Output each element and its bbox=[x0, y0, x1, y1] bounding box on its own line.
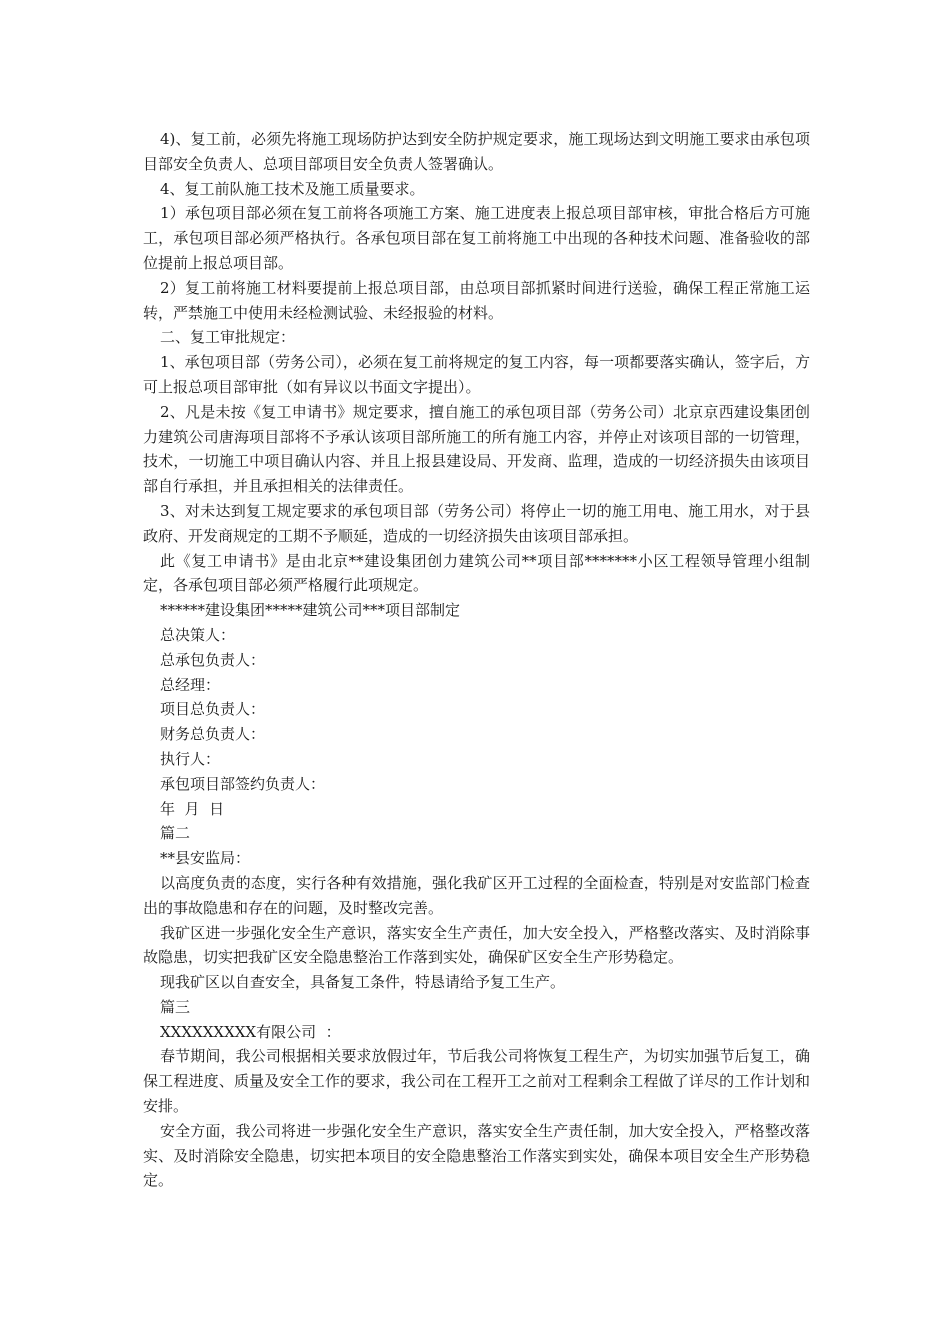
issuer-line: ******建设集团*****建筑公司***项目部制定 bbox=[160, 601, 461, 620]
signature-field: 总承包负责人： bbox=[160, 650, 266, 669]
signature-field: 总决策人： bbox=[160, 625, 236, 644]
paragraph: 3、对未达到复工规定要求的承包项目部（劳务公司）将停止一切的施工用电、施工用水，对于县政府、开发商规定的工期不予顺延，造成的一切经济损失由该项目部承担。 bbox=[143, 501, 810, 545]
paragraph: 安全方面，我公司将进一步强化安全生产意识，落实安全生产责任制，加大安全投入，严格整改落实、及时消除安全隐患，切实把本项目的安全隐患整治工作落实到实处，确保本项目安全生产形势稳定。 bbox=[143, 1121, 810, 1190]
paragraph: 现我矿区以自查安全，具备复工条件，特恳请给予复工生产。 bbox=[160, 973, 566, 992]
date-line: 年 月 日 bbox=[160, 799, 225, 818]
signature-field: 总经理： bbox=[160, 675, 221, 694]
signature-field: 承包项目部签约负责人： bbox=[160, 774, 326, 793]
paragraph: 1）承包项目部必须在复工前将各项施工方案、施工进度表上报总项目部审核，审批合格后方可施工，承包项目部必须严格执行。各承包项目部在复工前将施工中出现的各种技术问题、准备验收的部位提前上报总项目部。 bbox=[143, 204, 810, 272]
signature-field: 财务总负责人： bbox=[160, 725, 266, 744]
paragraph: 此《复工申请书》是由北京**建设集团创力建筑公司**项目部*******小区工程领导管理小组制定，各承包项目部必须严格履行此项规定。 bbox=[143, 551, 810, 595]
paragraph: 4、复工前队施工技术及施工质量要求。 bbox=[160, 179, 425, 198]
signature-field: 项目总负责人： bbox=[160, 700, 266, 719]
paragraph: 春节期间，我公司根据相关要求放假过年，节后我公司将恢复工程生产，为切实加强节后复工，确保工程进度、质量及安全工作的要求，我公司在工程开工之前对工程剩余工程做了详尽的工作计划和安排。 bbox=[143, 1047, 810, 1116]
paragraph: 以高度负责的态度，实行各种有效措施，强化我矿区开工过程的全面检查，特别是对安监部门检查出的事故隐患和存在的问题，及时整改完善。 bbox=[143, 873, 810, 917]
section-heading: 篇二 bbox=[160, 824, 191, 843]
section-heading: 篇三 bbox=[160, 997, 191, 1016]
document-body bbox=[143, 127, 810, 1193]
paragraph: 2、凡是未按《复工申请书》规定要求，擅自施工的承包项目部（劳务公司）北京京西建设集团创力建筑公司唐海项目部将不予承认该项目部所施工的所有施工内容，并停止对该项目部的一切管理，技术，一切施工中项目确认内容、并且上报县建设局、开发商、监理，造成的一切经济损失由该项目部自行承担，并且承担相关的法律责任。 bbox=[143, 402, 810, 496]
paragraph: 我矿区进一步强化安全生产意识，落实安全生产责任，加大安全投入，严格整改落实、及时消除事故隐患，切实把我矿区安全隐患整治工作落到实处，确保矿区安全生产形势稳定。 bbox=[143, 923, 810, 967]
paragraph: 2）复工前将施工材料要提前上报总项目部，由总项目部抓紧时间进行送验，确保工程正常施工运转，严禁施工中使用未经检测试验、未经报验的材料。 bbox=[143, 278, 810, 322]
paragraph: 1、承包项目部（劳务公司），必须在复工前将规定的复工内容，每一项都要落实确认，签字后，方可上报总项目部审批（如有异议以书面文字提出）。 bbox=[143, 353, 810, 396]
signature-field: 执行人： bbox=[160, 749, 221, 768]
paragraph: 4)、复工前，必须先将施工现场防护达到安全防护规定要求，施工现场达到文明施工要求由承包项目部安全负责人、总项目部项目安全负责人签署确认。 bbox=[143, 130, 810, 173]
addressee: XXXXXXXXX有限公司 ： bbox=[160, 1022, 341, 1041]
addressee: **县安监局： bbox=[160, 849, 251, 868]
section-heading: 二、复工审批规定： bbox=[160, 328, 296, 347]
